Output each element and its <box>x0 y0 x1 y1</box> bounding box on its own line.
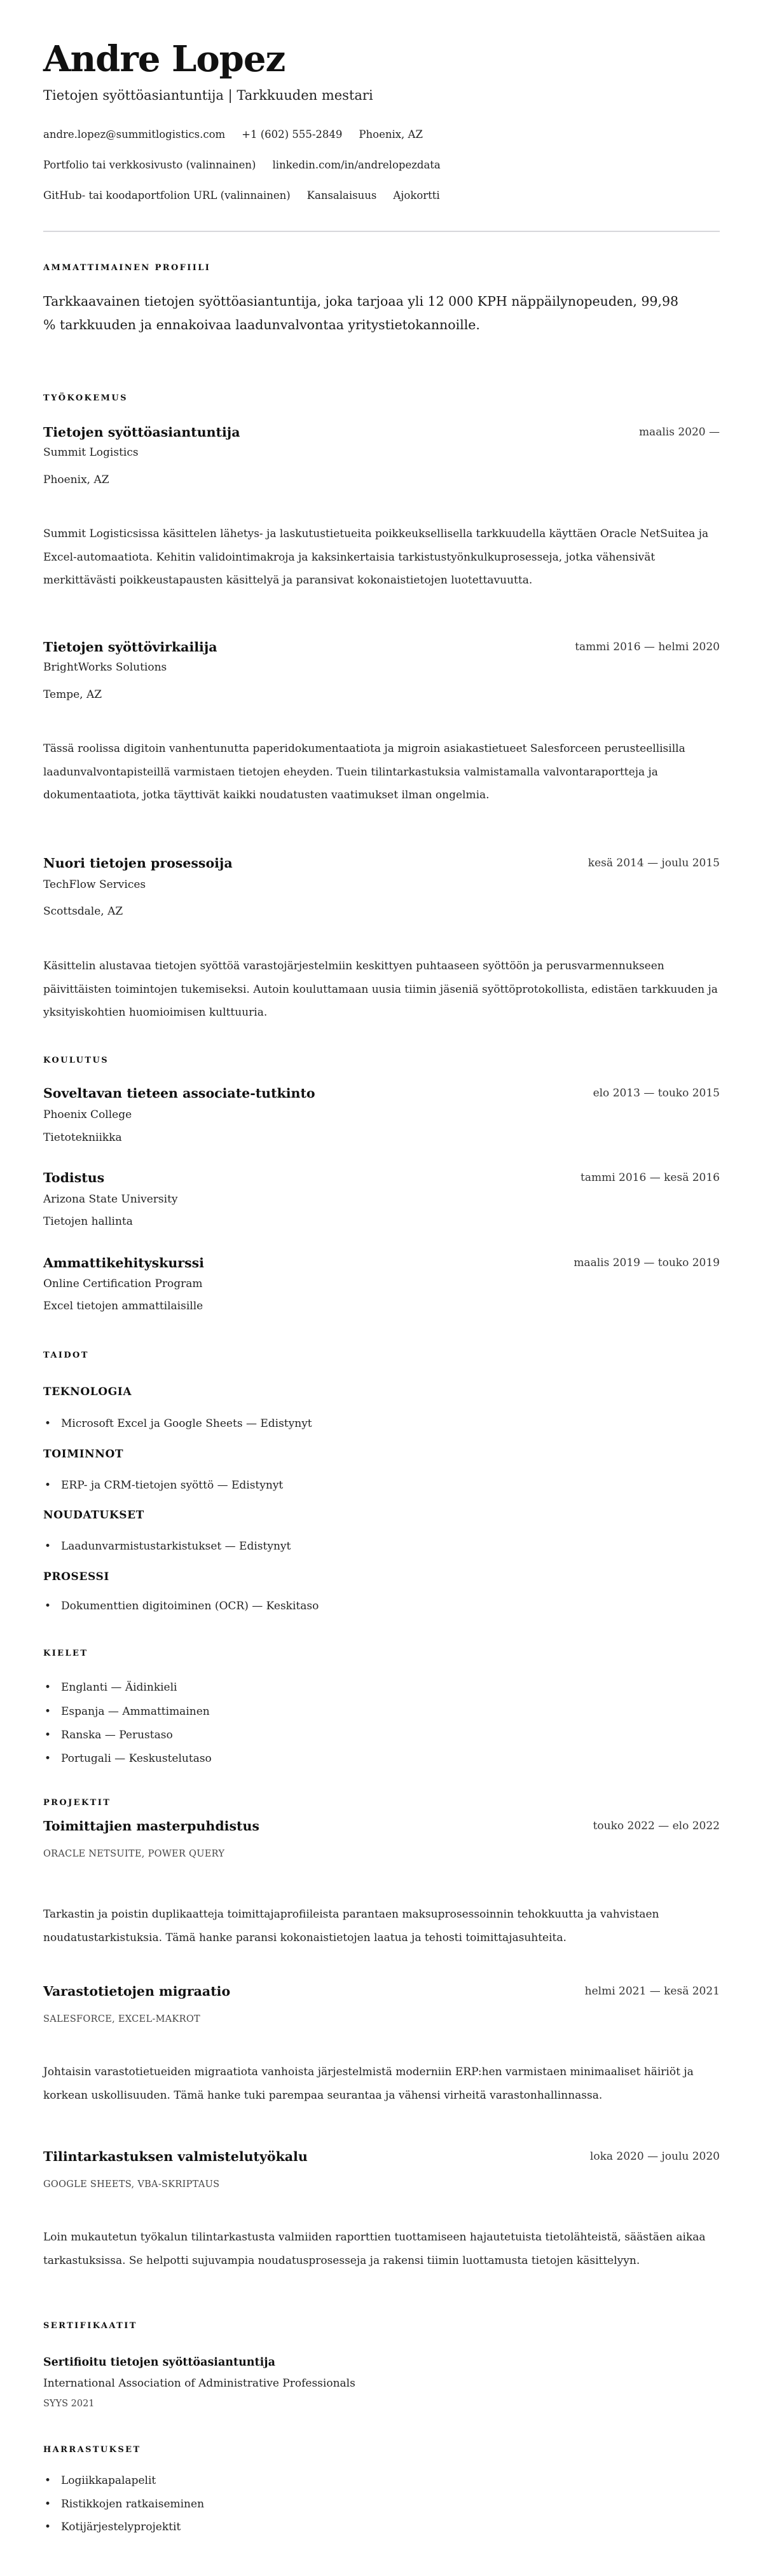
contact-location: Phoenix, AZ <box>359 128 423 140</box>
skill-item-label: Laadunvarmistustarkistukset — Edistynyt <box>61 1540 291 1553</box>
language-label: Englanti — Äidinkieli <box>61 1681 177 1694</box>
job-company: TechFlow Services <box>43 878 146 891</box>
skill-category-compliance: NOUDATUKSET <box>43 1509 144 1522</box>
education-school: Arizona State University <box>43 1193 178 1206</box>
job-description: Summit Logisticsissa käsittelen lähetys- ja laskutustietueita poikkeuksellisella tarkkuudella käyttäen Oracle NetSuitea ja Excel-automaatiota. Kehitin validointimakroja ja kaksinkertaisia tarkistustyönkulkuprosesseja, jotka vähensivät merkittävästi poikkeustapausten käsittelyä ja paransivat kokonaistietojen luotettavuutta. <box>43 528 709 587</box>
bullet-icon: • <box>45 1600 52 1612</box>
skill-category-process: PROSESSI <box>43 1571 109 1583</box>
hobby-item <box>43 2519 181 2535</box>
education-school: Online Certification Program <box>43 1278 203 1290</box>
education-dates: maalis 2019 — touko 2019 <box>574 1257 720 1269</box>
skill-item <box>43 1416 312 1431</box>
job-description: Käsittelin alustavaa tietojen syöttöä varastojärjestelmiin keskittyen puhtaaseen syöttöön ja perusvarmennukseen päivittäisten toimintojen tukemiseksi. Autoin kouluttamaan uusia tiimin jäseniä syöttöprotokollista, edistäen tarkkuuden ja yksityiskohtien huomioimisen kulttuuria. <box>43 960 718 1019</box>
hobby-label: Ristikkojen ratkaiseminen <box>61 2498 205 2511</box>
certification-issuer: International Association of Administrative Professionals <box>43 2377 355 2390</box>
bullet-icon: • <box>45 1752 52 1765</box>
skill-category-technology: TEKNOLOGIA <box>43 1386 132 1398</box>
education-dates: tammi 2016 — kesä 2016 <box>580 1171 720 1184</box>
job-company: BrightWorks Solutions <box>43 661 167 674</box>
candidate-name: Andre Lopez <box>43 38 285 80</box>
hobby-label: Logiikkapalapelit <box>61 2474 156 2487</box>
section-heading-certifications: SERTIFIKAATIT <box>43 2321 137 2331</box>
job-location: Tempe, AZ <box>43 688 102 701</box>
contact-email[interactable]: andre.lopez@summitlogistics.com <box>43 128 226 140</box>
language-label: Ranska — Perustaso <box>61 1729 173 1741</box>
project-description: Johtaisin varastotietueiden migraatiota vanhoista järjestelmistä moderniin ERP:hen varmistaen minimaaliset häiriöt ja korkean uskollisuuden. Tämä hanke tuki parempaa seurantaa ja vähensi virheitä varastonhallinnassa. <box>43 2066 694 2102</box>
bullet-icon: • <box>45 1417 52 1430</box>
section-heading-hobbies: HARRASTUKSET <box>43 2445 141 2455</box>
project-tech: GOOGLE SHEETS, VBA-SKRIPTAUS <box>43 2179 220 2190</box>
skill-item <box>43 1478 283 1493</box>
education-dates: elo 2013 — touko 2015 <box>593 1087 720 1100</box>
project-title: Varastotietojen migraatio <box>43 1984 231 1999</box>
language-label: Espanja — Ammattimainen <box>61 1705 210 1718</box>
contact-row-extra <box>43 188 457 203</box>
education-title: Ammattikehityskurssi <box>43 1255 204 1271</box>
skill-category-operations: TOIMINNOT <box>43 1448 124 1461</box>
language-item <box>43 1728 173 1743</box>
certification-title: Sertifioitu tietojen syöttöasiantuntija <box>43 2356 275 2369</box>
bullet-icon: • <box>45 2498 52 2511</box>
skill-item-label: Dokumenttien digitoiminen (OCR) — Keskitaso <box>61 1600 319 1612</box>
project-dates: loka 2020 — joulu 2020 <box>589 2150 720 2163</box>
bullet-icon: • <box>45 1681 52 1694</box>
project-description: Loin mukautetun työkalun tilintarkastusta valmiiden raporttien tuottamiseen hajautetuista tietolähteistä, säästäen aikaa tarkastuksissa. Se helpotti sujuvampia noudatusprosesseja ja rakensi tiimin luottamusta tietojen käsittelyyn. <box>43 2231 706 2267</box>
hobby-item <box>43 2497 204 2512</box>
header-divider <box>43 231 720 232</box>
education-field: Tietojen hallinta <box>43 1215 133 1228</box>
job-dates: maalis 2020 — <box>638 426 720 439</box>
project-tech: ORACLE NETSUITE, POWER QUERY <box>43 1849 225 1859</box>
section-heading-experience: TYÖKOKEMUS <box>43 393 128 403</box>
contact-portfolio[interactable]: Portfolio tai verkkosivusto (valinnainen) <box>43 159 256 171</box>
contact-drivers-license: Ajokortti <box>393 189 440 201</box>
contact-citizenship: Kansalaisuus <box>306 189 377 201</box>
candidate-tagline: Tietojen syöttöasiantuntija | Tarkkuuden mestari <box>43 88 373 103</box>
bullet-icon: • <box>45 1479 52 1492</box>
contact-phone[interactable]: +1 (602) 555-2849 <box>242 128 343 140</box>
contact-github[interactable]: GitHub- tai koodaportfolion URL (valinnainen) <box>43 189 291 201</box>
section-heading-projects: PROJEKTIT <box>43 1798 111 1808</box>
skill-item-label: Microsoft Excel ja Google Sheets — Edistynyt <box>61 1417 312 1430</box>
contact-row-primary <box>43 127 439 142</box>
language-label: Portugali — Keskustelutaso <box>61 1752 212 1765</box>
skill-item <box>43 1539 291 1554</box>
job-description: Tässä roolissa digitoin vanhentunutta paperidokumentaatiota ja migroin asiakastietueet Salesforceen perusteellisilla laadunvalvontapisteillä varmistaen tietojen eheyden. Tuein tilintarkastuksia valmistamalla valvontaraportteja ja dokumentaatiota, jotka täyttivät kaikki noudatusten vaatimukset ilman ongelmia. <box>43 742 685 801</box>
project-dates: helmi 2021 — kesä 2021 <box>584 1985 720 1998</box>
language-item <box>43 1704 210 1719</box>
education-school: Phoenix College <box>43 1108 132 1121</box>
contact-linkedin[interactable]: linkedin.com/in/andrelopezdata <box>272 159 441 171</box>
profile-summary: Tarkkaavainen tietojen syöttöasiantuntija, joka tarjoaa yli 12 000 KPH näppäilynopeuden, 99,98 % tarkkuuden ja ennakoivaa laadunvalvontaa yritystietokannoille. <box>43 294 679 332</box>
project-description: Tarkastin ja poistin duplikaatteja toimittajaprofiileista parantaen maksuprosessoinnin tehokkuutta ja vahvistaen noudatustarkistuksia. Tämä hanke paransi kokonaistietojen laatua ja tehosti toimittajasuhteita. <box>43 1908 659 1944</box>
hobby-label: Kotijärjestelyprojektit <box>61 2521 181 2533</box>
section-heading-education: KOULUTUS <box>43 1056 109 1065</box>
section-heading-languages: KIELET <box>43 1649 88 1658</box>
project-title: Tilintarkastuksen valmistelutyökalu <box>43 2149 308 2164</box>
language-item <box>43 1680 177 1695</box>
bullet-icon: • <box>45 1729 52 1741</box>
certification-date: SYYS 2021 <box>43 2399 95 2409</box>
education-title: Todistus <box>43 1170 105 1185</box>
education-field: Excel tietojen ammattilaisille <box>43 1300 203 1312</box>
job-location: Scottsdale, AZ <box>43 905 123 918</box>
skill-item <box>43 1598 319 1614</box>
job-title: Tietojen syöttövirkailija <box>43 639 217 655</box>
bullet-icon: • <box>45 1705 52 1718</box>
skill-item-label: ERP- ja CRM-tietojen syöttö — Edistynyt <box>61 1479 284 1492</box>
section-heading-profile: AMMATTIMAINEN PROFIILI <box>43 263 211 273</box>
contact-row-links <box>43 158 457 173</box>
job-location: Phoenix, AZ <box>43 474 109 486</box>
education-title: Soveltavan tieteen associate-tutkinto <box>43 1086 315 1101</box>
bullet-icon: • <box>45 2521 52 2533</box>
project-title: Toimittajien masterpuhdistus <box>43 1818 259 1834</box>
job-company: Summit Logistics <box>43 446 139 459</box>
project-tech: SALESFORCE, EXCEL-MAKROT <box>43 2014 201 2024</box>
education-field: Tietotekniikka <box>43 1131 122 1144</box>
job-dates: tammi 2016 — helmi 2020 <box>575 641 720 653</box>
hobby-item <box>43 2473 156 2488</box>
job-title: Tietojen syöttöasiantuntija <box>43 425 240 440</box>
job-dates: kesä 2014 — joulu 2015 <box>588 857 720 869</box>
job-title: Nuori tietojen prosessoija <box>43 855 233 871</box>
bullet-icon: • <box>45 2474 52 2487</box>
bullet-icon: • <box>45 1540 52 1553</box>
language-item <box>43 1751 212 1766</box>
project-dates: touko 2022 — elo 2022 <box>593 1820 720 1832</box>
section-heading-skills: TAIDOT <box>43 1351 89 1360</box>
